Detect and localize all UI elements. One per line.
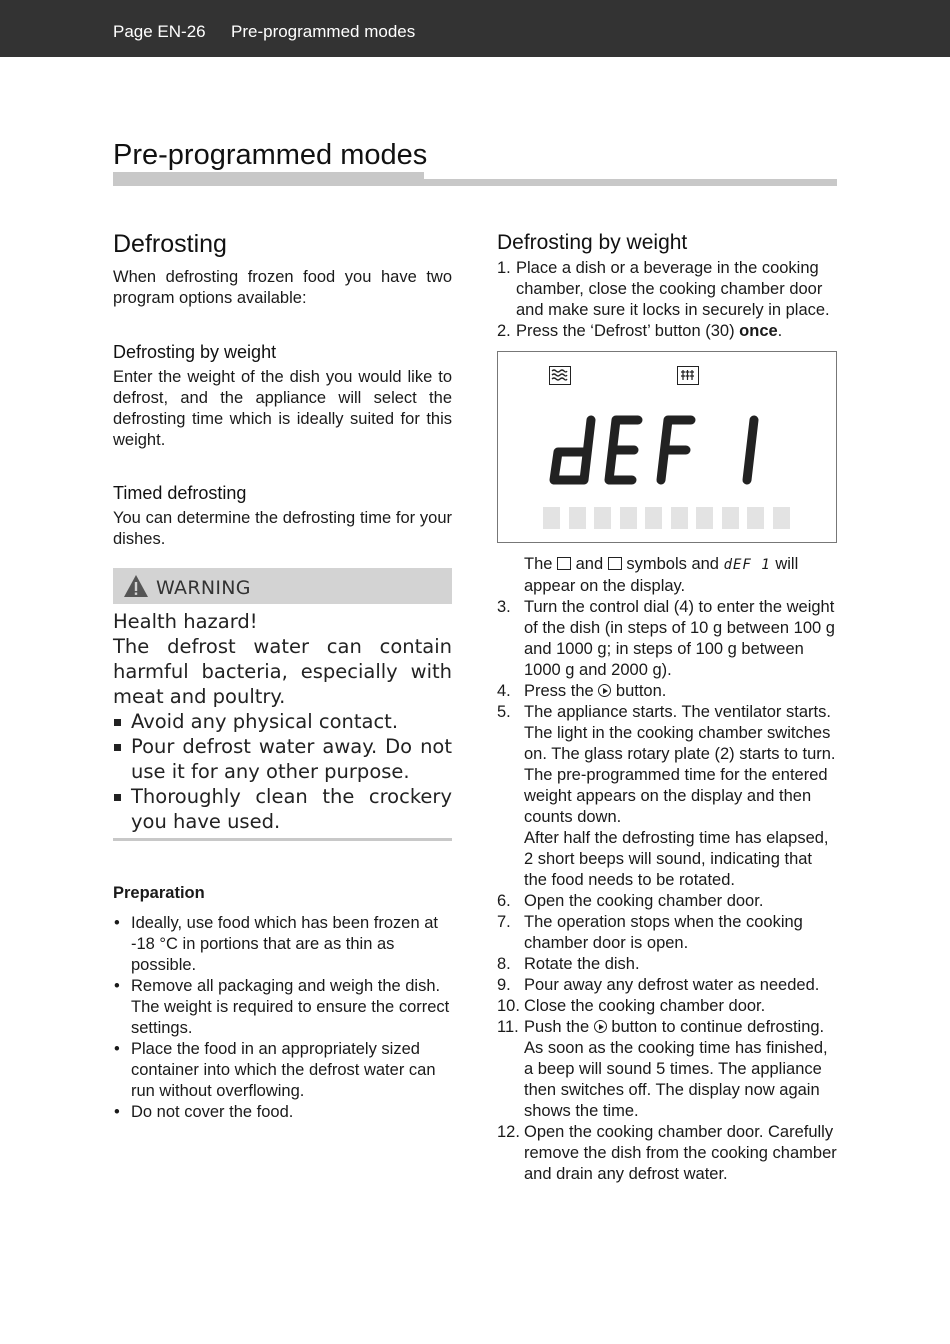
defrost-weight-icon [557,557,571,570]
start-button-icon [594,1020,607,1033]
right-column [497,228,837,1185]
step-item: 1. Place a dish or a beverage in the cooking chamber, close the cooking chamber door and make sure it locks in securely in place. [497,259,830,319]
preparation-item: • Do not cover the food. [114,1103,294,1121]
warning-item: Thoroughly clean the crockery you have used. [113,784,452,834]
preparation-heading: Preparation [113,884,205,902]
preparation-item: • Remove all packaging and weigh the dish. The weight is required to ensure the correct settings. [114,977,450,1037]
step-item: 4. Press the button. [497,682,667,700]
step-item: 7. The operation stops when the cooking chamber door is open. [497,913,803,952]
warning-header [113,568,452,604]
bullet-square-icon [114,719,121,726]
step-item: 10. Close the cooking chamber door. [497,997,766,1015]
step-item: 5. The appliance starts. The ventilator starts. The light in the cooking chamber switches on. The glass rotary plate (2) starts to turn. The pre-programmed time for the entered weight appears on the display and then counts down. [497,703,836,826]
timed-text: You can determine the defrosting time for your dishes. [113,509,452,548]
step-item: 2. Press the ‘Defrost’ button (30) once. [497,322,783,340]
warning-line1: Health hazard! [113,610,258,633]
step-item: 12. Open the cooking chamber door. Carefully remove the dish from the cooking chamber and drain any defrost water. [497,1123,837,1183]
preparation-item: • Place the food in an appropriately sized container into which the defrost water can run without overflowing. [114,1040,436,1100]
defrosting-heading: Defrosting [113,230,227,258]
symbols-note: The and symbols and dEF 1 will appear on the display. [524,555,799,595]
lcd-text-def1 [546,412,786,492]
defrost-weight-icon [549,366,571,385]
by-weight-text: Enter the weight of the dish you would like to defrost, and the appliance will select the defrosting time which is ideally suited for this weight. [113,368,452,449]
preparation-list [113,913,452,1123]
defrost-weight-heading: Defrosting by weight [497,231,688,254]
step-item: 9. Pour away any defrost water as needed. [497,976,820,994]
warning-item: Avoid any physical contact. [113,709,452,734]
left-column [113,228,452,1123]
preparation-item: • Ideally, use food which has been frozen at -18 °C in portions that are as thin as possible. [114,914,438,974]
step-item: 3. Turn the control dial (4) to enter the weight of the dish (in steps of 10 g between 100 g and 1000 g; in steps of 100 g between 1000 g and 2000 g). [497,598,835,679]
defrost-food-icon [608,557,622,570]
warning-body [113,609,452,834]
steps-list [497,554,837,1185]
step-item: As soon as the cooking time has finished, a beep will sound 5 times. The appliance then switches off. The display now again shows the time. [524,1039,828,1120]
timed-heading: Timed defrosting [113,483,247,503]
defrost-food-icon [677,366,699,385]
bullet-square-icon [114,794,121,801]
title-underline-accent [113,172,424,186]
warning-bottom-rule [113,838,452,841]
warning-list [113,709,452,834]
warning-item: Pour defrost water away. Do not use it for any other purpose. [113,734,452,784]
bullet-square-icon [114,744,121,751]
defrosting-intro: When defrosting frozen food you have two program options available: [113,268,452,307]
step-item: After half the defrosting time has elapsed, 2 short beeps will sound, indicating that the food needs to be rotated. [524,829,829,889]
header-section-title: Pre-programmed modes [231,22,416,41]
lcd-display-illustration [497,351,837,543]
page-number: Page EN-26 [113,22,206,41]
page-header [0,0,950,57]
lcd-segment-row [543,507,798,534]
warning-triangle-icon [123,574,149,603]
step-item: 11. Push the button to continue defrosting. [497,1018,825,1036]
warning-label: WARNING [156,577,251,599]
step-item: 8. Rotate the dish. [497,955,640,973]
page-title: Pre-programmed modes [113,139,428,171]
start-button-icon [598,684,611,697]
by-weight-heading: Defrosting by weight [113,342,277,362]
steps-list-top [497,258,837,342]
warning-line2: The defrost water can contain harmful bacteria, especially with meat and poultry. [113,635,452,708]
step-item: 6. Open the cooking chamber door. [497,892,764,910]
